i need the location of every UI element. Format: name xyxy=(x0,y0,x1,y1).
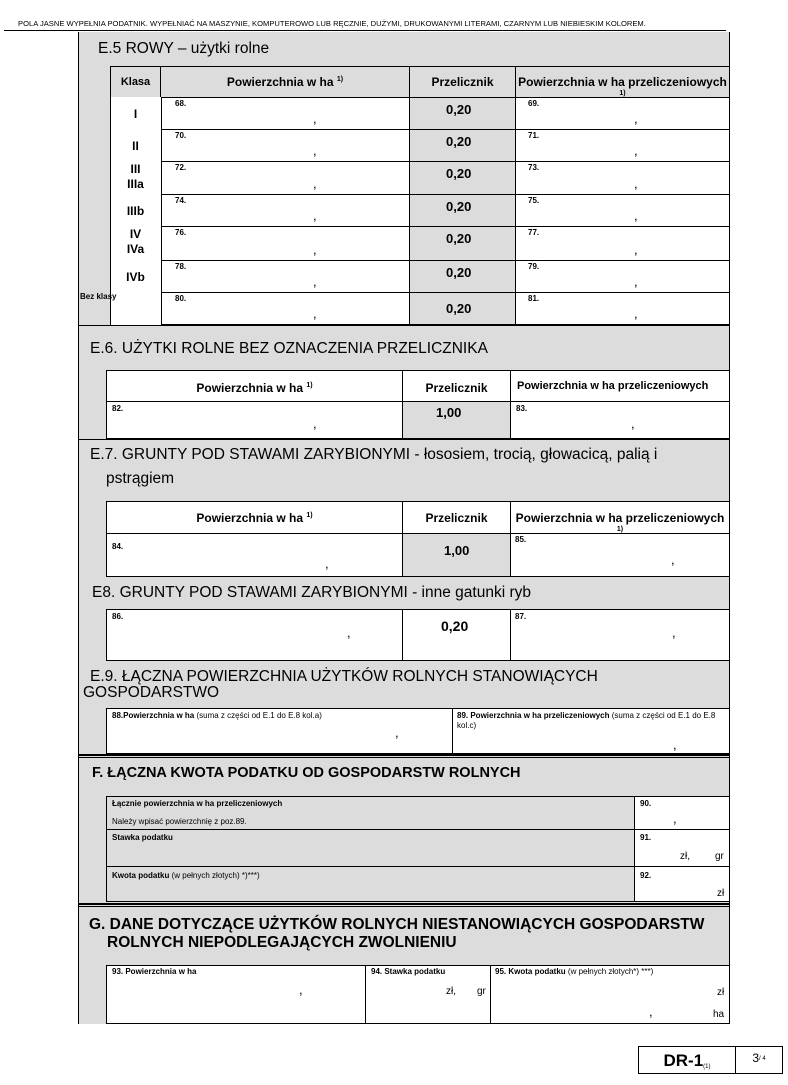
e5-row-klasa: III IIIa xyxy=(127,162,144,191)
section-e9-title-line1: E.9. ŁĄCZNA POWIERZCHNIA UŻYTKÓW ROLNYCH STANOWIĄCYCH xyxy=(90,668,598,685)
e5-field-81[interactable] xyxy=(515,292,730,325)
decimal-comma: , xyxy=(634,306,638,321)
f-row3-label-text: Kwota podatku (w pełnych złotych) *)***) xyxy=(112,871,260,880)
decimal-comma: , xyxy=(634,111,638,126)
e5-row-klasa: Bez klasy xyxy=(80,292,117,301)
multiplier-value: 0,20 xyxy=(446,102,472,117)
top-instruction-note: POLA JASNE WYPEŁNIA PODATNIK. WYPEŁNIAĆ NA MASZYNIE, KOMPUTEROWO LUB RĘCZNIE, DUŻYMI, DRUKOWANYMI LITERAMI, CZARNYM LUB NIEBIESKIM KOLOREM. xyxy=(18,19,646,28)
f-row1-label xyxy=(106,796,635,830)
multiplier-value: 0,20 xyxy=(441,618,469,634)
field-93-label: 93. Powierzchnia w ha xyxy=(112,967,197,976)
multiplier-value: 0,20 xyxy=(446,199,472,214)
decimal-comma: , xyxy=(313,274,317,289)
e6-header-prz: Przelicznik xyxy=(402,370,511,402)
multiplier-value: 0,20 xyxy=(446,166,472,181)
decimal-comma: , xyxy=(634,143,638,158)
section-g-title-line2: ROLNYCH NIEPODLEGAJĄCYCH ZWOLNIENIU xyxy=(107,934,457,951)
decimal-comma: , xyxy=(299,982,303,997)
decimal-comma: , xyxy=(634,208,638,223)
section-e7-title-line1: E.7. GRUNTY POD STAWAMI ZARYBIONYMI - łososiem, trocią, głowacicą, palią i xyxy=(90,446,658,463)
e5-multiplier xyxy=(409,292,516,325)
f-field-91[interactable] xyxy=(634,829,730,867)
decimal-comma: , xyxy=(347,625,351,640)
field-number: 81. xyxy=(528,294,540,303)
field-number: 79. xyxy=(528,262,540,271)
decimal-comma: , xyxy=(313,416,317,431)
field-number: 73. xyxy=(528,163,540,172)
e5-row-klasa: IIIb xyxy=(126,204,145,218)
decimal-comma: , xyxy=(634,274,638,289)
field-number: 74. xyxy=(175,196,187,205)
field-number: 75. xyxy=(528,196,540,205)
section-g-double-rule xyxy=(78,903,730,907)
decimal-comma: , xyxy=(634,242,638,257)
field-number: 77. xyxy=(528,228,540,237)
e5-row-klasa: I xyxy=(133,107,138,121)
field-95-label: 95. Kwota podatku (w pełnych złotych*) ***) xyxy=(495,967,654,976)
e8-field-87[interactable] xyxy=(510,609,730,661)
e5-multiplier xyxy=(409,129,516,162)
decimal-comma: , xyxy=(395,725,399,740)
e5-field-78[interactable] xyxy=(161,260,410,293)
g-field-93[interactable] xyxy=(106,965,366,1024)
section-f-double-rule xyxy=(78,754,730,758)
unit-zl: zł, xyxy=(446,986,456,997)
decimal-comma: , xyxy=(631,416,635,431)
unit-zl: zł xyxy=(717,888,725,899)
unit-gr: gr xyxy=(477,986,486,997)
field-94-label: 94. Stawka podatku xyxy=(371,967,446,976)
field-number: 72. xyxy=(175,163,187,172)
e5-row-klasa: IVb xyxy=(126,270,145,284)
section-e6-title: E.6. UŻYTKI ROLNE BEZ OZNACZENIA PRZELICZNIKA xyxy=(90,340,488,357)
field-number: 84. xyxy=(112,542,124,551)
e8-field-86[interactable] xyxy=(106,609,403,661)
field-number: 90. xyxy=(640,799,652,808)
field-number: 91. xyxy=(640,833,652,842)
e5-multiplier xyxy=(409,260,516,293)
e5-header-klasa-label: Klasa xyxy=(110,66,161,98)
unit-zl: zł xyxy=(717,987,725,998)
e9-field-88[interactable] xyxy=(106,708,453,754)
e6-multiplier xyxy=(402,401,511,439)
e5-field-73[interactable] xyxy=(515,161,730,195)
e7-field-85[interactable] xyxy=(510,533,730,577)
e5-multiplier xyxy=(409,226,516,261)
e5-header-pow: Powierzchnia w ha $^{1)}$ xyxy=(160,66,410,98)
e7-field-84[interactable] xyxy=(106,533,403,577)
decimal-comma: , xyxy=(671,552,675,567)
section-e5-title: E.5 ROWY – użytki rolne xyxy=(98,40,270,57)
field-number: 86. xyxy=(112,612,124,621)
decimal-comma: , xyxy=(313,143,317,158)
e7-header-pow: Powierzchnia w ha $^{1)}$ xyxy=(106,501,403,534)
field-number: 71. xyxy=(528,131,540,140)
multiplier-value: 0,20 xyxy=(446,301,472,316)
footer-page-number xyxy=(735,1046,783,1074)
field-number: 68. xyxy=(175,99,187,108)
section-e7-title-line2: pstrągiem xyxy=(106,470,175,487)
field-number: 87. xyxy=(515,612,527,621)
e5-row-klasa: II xyxy=(132,139,139,153)
form-code-sub: (1) xyxy=(703,1064,711,1070)
field-number: 78. xyxy=(175,262,187,271)
footer-form-id xyxy=(638,1046,736,1074)
decimal-comma: , xyxy=(672,625,676,640)
field-number: 76. xyxy=(175,228,187,237)
f-field-90[interactable] xyxy=(634,796,730,830)
e5-field-80[interactable] xyxy=(161,292,410,325)
decimal-comma: , xyxy=(313,242,317,257)
g-field-95[interactable] xyxy=(490,965,730,1024)
e6-field-82[interactable] xyxy=(106,401,403,439)
page-current: 3 xyxy=(752,1051,759,1065)
decimal-comma: , xyxy=(673,811,677,826)
decimal-comma: , xyxy=(325,556,329,571)
decimal-comma: , xyxy=(634,176,638,191)
e5-field-76[interactable] xyxy=(161,226,410,261)
field-number: 92. xyxy=(640,871,652,880)
e5-multiplier xyxy=(409,194,516,227)
e6-field-83[interactable] xyxy=(510,401,730,439)
e5-row-klasa: IV IVa xyxy=(126,227,145,256)
decimal-comma: , xyxy=(313,208,317,223)
decimal-comma: , xyxy=(649,1004,653,1019)
multiplier-value: 1,00 xyxy=(444,543,470,558)
field-89-label: 89. Powierzchnia w ha przeliczeniowych (suma z części od E.1 do E.8 kol.c) xyxy=(457,711,716,730)
unit-ha: ha xyxy=(713,1009,725,1020)
e6-header-pow: Powierzchnia w ha $^{1)}$ xyxy=(106,370,403,402)
field-number: 83. xyxy=(516,404,528,413)
e5-field-72[interactable] xyxy=(161,161,410,195)
top-rule xyxy=(4,30,726,31)
e5-field-71[interactable] xyxy=(515,129,730,162)
f-row1-note: Należy wpisać powierzchnię z poz.89. xyxy=(112,817,247,826)
e5-multiplier xyxy=(409,97,516,130)
f-row3-label xyxy=(106,866,635,902)
decimal-comma: , xyxy=(313,176,317,191)
decimal-comma: , xyxy=(313,306,317,321)
multiplier-value: 0,20 xyxy=(446,231,472,246)
page-total: / 4 xyxy=(759,1056,766,1062)
field-88-label: 88.Powierzchnia w ha (suma z części od E.1 do E.8 kol.a) xyxy=(112,711,322,720)
e6-header-pow-prz: Powierzchnia w ha przeliczeniowych xyxy=(510,370,730,402)
section-e9-title-line2: GOSPODARSTWO xyxy=(83,684,220,701)
section-g-title-line1: G. DANE DOTYCZĄCE UŻYTKÓW ROLNYCH NIESTANOWIĄCYCH GOSPODARSTW xyxy=(89,916,705,933)
section-e8-title: E8. GRUNTY POD STAWAMI ZARYBIONYMI - inne gatunki ryb xyxy=(92,584,531,601)
e8-multiplier xyxy=(402,609,511,661)
e5-field-69[interactable] xyxy=(515,97,730,130)
f-row1-label-text: Łącznie powierzchnia w ha przeliczeniowych xyxy=(112,799,283,808)
e6-divider xyxy=(78,325,730,326)
form-code: DR-1 xyxy=(663,1051,704,1070)
e7-header-prz: Przelicznik xyxy=(402,501,511,534)
field-number: 80. xyxy=(175,294,187,303)
field-number: 69. xyxy=(528,99,540,108)
e7-divider xyxy=(78,439,730,440)
e5-field-70[interactable] xyxy=(161,129,410,162)
e5-header-prz: Przelicznik xyxy=(409,66,516,98)
e5-header-pow-prz: Powierzchnia w ha przeliczeniowych $^{1)}$ xyxy=(515,66,730,98)
multiplier-value: 0,20 xyxy=(446,134,472,149)
field-number: 70. xyxy=(175,131,187,140)
e5-field-74[interactable] xyxy=(161,194,410,227)
e5-multiplier xyxy=(409,161,516,195)
multiplier-value: 0,20 xyxy=(446,265,472,280)
e5-field-77[interactable] xyxy=(515,226,730,261)
g-field-94[interactable] xyxy=(365,965,491,1024)
decimal-comma: , xyxy=(313,111,317,126)
e5-field-75[interactable] xyxy=(515,194,730,227)
decimal-comma: , xyxy=(673,737,677,752)
e5-field-79[interactable] xyxy=(515,260,730,293)
field-number: 82. xyxy=(112,404,124,413)
multiplier-value: 1,00 xyxy=(436,405,462,420)
section-f-title: F. ŁĄCZNA KWOTA PODATKU OD GOSPODARSTW ROLNYCH xyxy=(92,765,521,781)
f-row2-label xyxy=(106,829,635,867)
e9-field-89[interactable] xyxy=(452,708,730,754)
e5-field-68[interactable] xyxy=(161,97,410,130)
f-row2-label-text: Stawka podatku xyxy=(112,833,173,842)
e7-multiplier xyxy=(402,533,511,577)
unit-gr: gr xyxy=(715,851,724,862)
field-number: 85. xyxy=(515,535,527,544)
unit-zl: zł, xyxy=(680,851,690,862)
f-field-92[interactable] xyxy=(634,866,730,902)
e7-header-pow-prz: Powierzchnia w ha przeliczeniowych $^{1)}$ xyxy=(510,501,730,534)
